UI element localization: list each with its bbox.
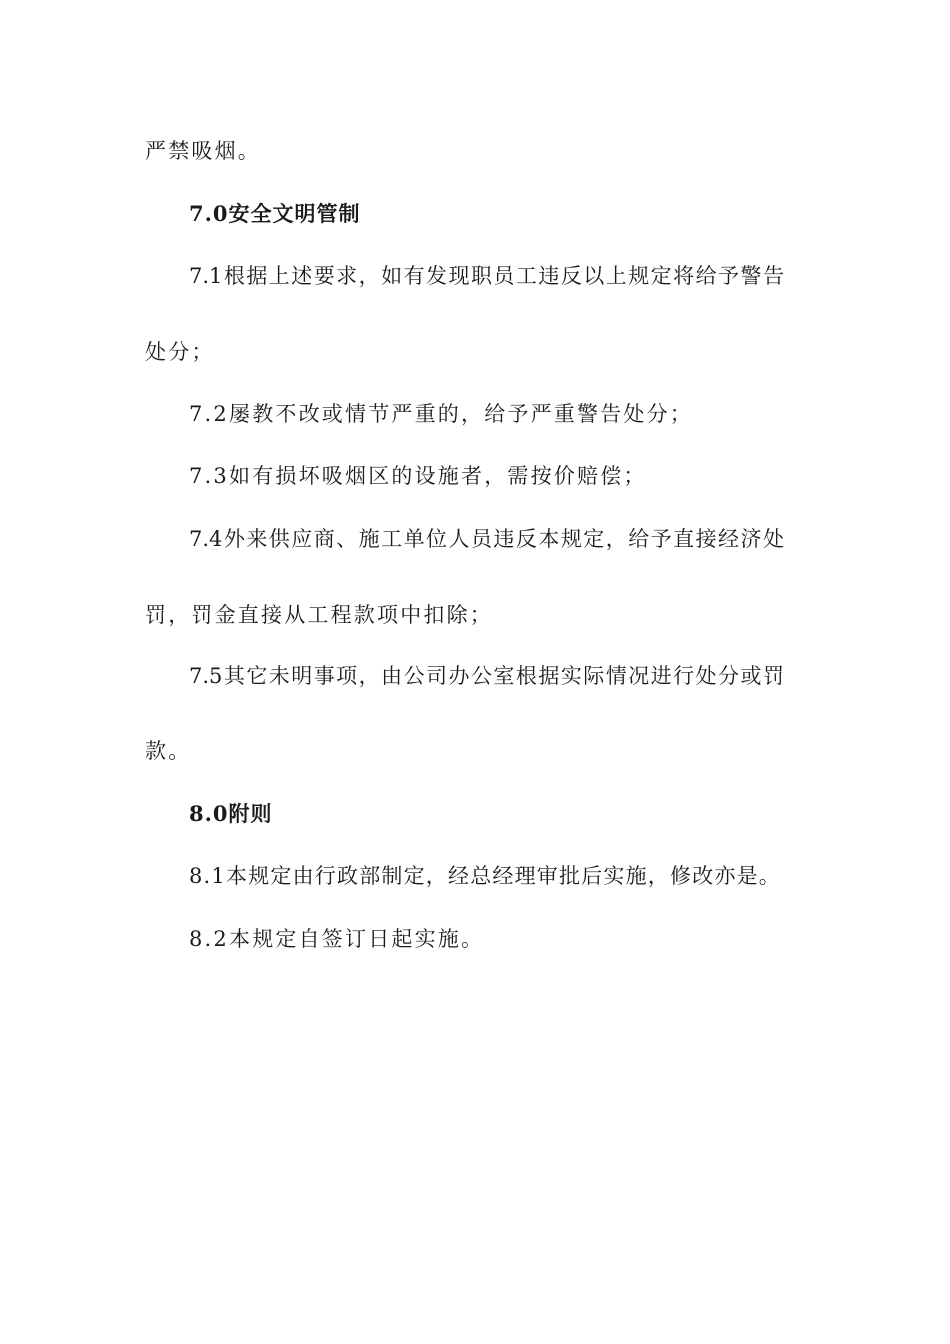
clause-7-2: 7.2屡教不改或情节严重的，给予严重警告处分； — [189, 402, 693, 426]
clause-8-1: 8.1本规定由行政部制定，经总经理审批后实施，修改亦是。 — [189, 864, 781, 888]
clause-7-1: 7.1根据上述要求，如有发现职员工违反以上规定将给予警告 — [189, 264, 784, 288]
clause-8-2: 8.2本规定自签订日起实施。 — [189, 927, 485, 951]
clause-7-1-continuation: 处分； — [145, 340, 215, 364]
clause-7-5-continuation: 款。 — [145, 739, 192, 763]
section-heading-7-0: 7.0安全文明管制 — [189, 201, 361, 226]
clause-7-4: 7.4外来供应商、施工单位人员违反本规定，给予直接经济处 — [189, 527, 784, 551]
clause-7-5: 7.5其它未明事项，由公司办公室根据实际情况进行处分或罚 — [189, 664, 784, 688]
clause-7-4-continuation: 罚，罚金直接从工程款项中扣除； — [145, 603, 493, 627]
paragraph-continuation: 严禁吸烟。 — [145, 139, 261, 163]
clause-7-3: 7.3如有损坏吸烟区的设施者，需按价赔偿； — [189, 464, 647, 488]
section-heading-8-0: 8.0附则 — [189, 801, 273, 826]
